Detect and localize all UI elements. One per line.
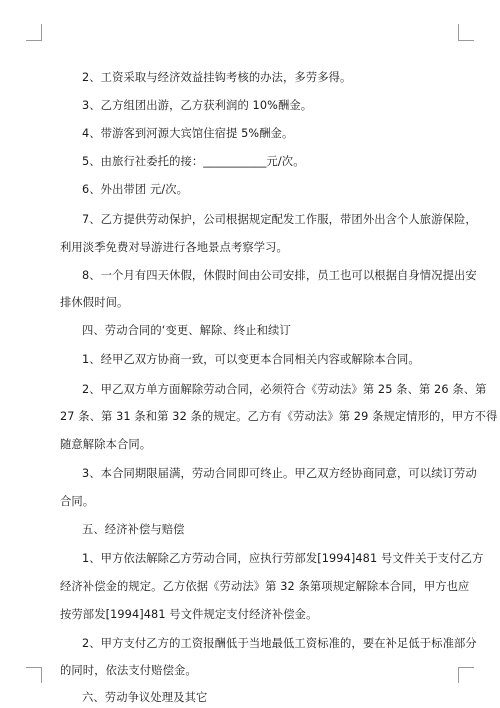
document-line: 3、乙方组团出游，乙方获利润的 10%酬金。	[82, 99, 313, 112]
crop-mark-top-left-horizontal	[26, 40, 42, 41]
document-line: 排休假时间。	[60, 296, 129, 309]
document-line: 的同时，依法支付赔偿金。	[60, 664, 197, 677]
document-line: 7、乙方提供劳动保护，公司根据规定配发工作服，带团外出含个人旅游保险，	[82, 213, 477, 226]
document-line: 合同。	[60, 495, 95, 508]
crop-mark-bottom-left-horizontal	[26, 667, 42, 668]
crop-mark-top-right-vertical	[458, 24, 459, 40]
document-line: 8、一个月有四天休假，休假时间由公司安排，员工也可以根据自身情况提出安	[82, 269, 477, 282]
document-line: 按劳部发[1994]481 号文件规定支付经济补偿金。	[60, 608, 318, 621]
crop-mark-bottom-right-vertical	[458, 667, 459, 683]
document-line: 2、甲乙双方单方面解除劳动合同，必须符合《劳动法》第 25 条、第 26 条、第	[82, 383, 487, 396]
document-line: 1、经甲乙双方协商一致，可以变更本合同相关内容或解除本合同。	[82, 353, 420, 366]
document-line: 2、工资采取与经济效益挂钩考核的办法，多劳多得。	[82, 71, 352, 84]
document-line: 利用淡季免费对导游进行各地景点考察学习。	[60, 241, 288, 254]
section-heading: 五、经济补偿与赔偿	[82, 523, 185, 536]
document-line: 3、本合同期限届满，劳动合同即可终止。甲乙双方经协商同意，可以续订劳动	[82, 467, 477, 480]
document-line: 5、由旅行社委托的接：___________元/次。	[82, 155, 305, 168]
document-line: 6、外出带团 元/次。	[82, 183, 189, 196]
document-line: 2、甲方支付乙方的工资报酬低于当地最低工资标准的，要在补足低于标准部分	[82, 637, 477, 650]
document-line: 1、甲方依法解除乙方劳动合同，应执行劳部发[1994]481 号文件关于支付乙方	[82, 552, 484, 565]
section-heading: 四、劳动合同的‘变更、解除、终止和续订	[82, 324, 291, 337]
crop-mark-bottom-left-vertical	[41, 667, 42, 683]
crop-mark-bottom-right-horizontal	[458, 667, 474, 668]
document-line: 随意解除本合同。	[60, 438, 152, 451]
document-line: 27 条、第 31 条和第 32 条的规定。乙方有《劳动法》第 29 条规定情形的，甲方不得	[60, 410, 498, 423]
crop-mark-top-right-horizontal	[458, 40, 474, 41]
document-line: 4、带游客到河源大宾馆住宿提 5%酬金。	[82, 127, 294, 140]
crop-mark-top-left-vertical	[41, 24, 42, 40]
section-heading: 六、劳动争议处理及其它	[82, 691, 208, 704]
document-line: 经济补偿金的规定。乙方依据《劳动法》第 32 条第项规定解除本合同，甲方也应	[60, 580, 470, 593]
